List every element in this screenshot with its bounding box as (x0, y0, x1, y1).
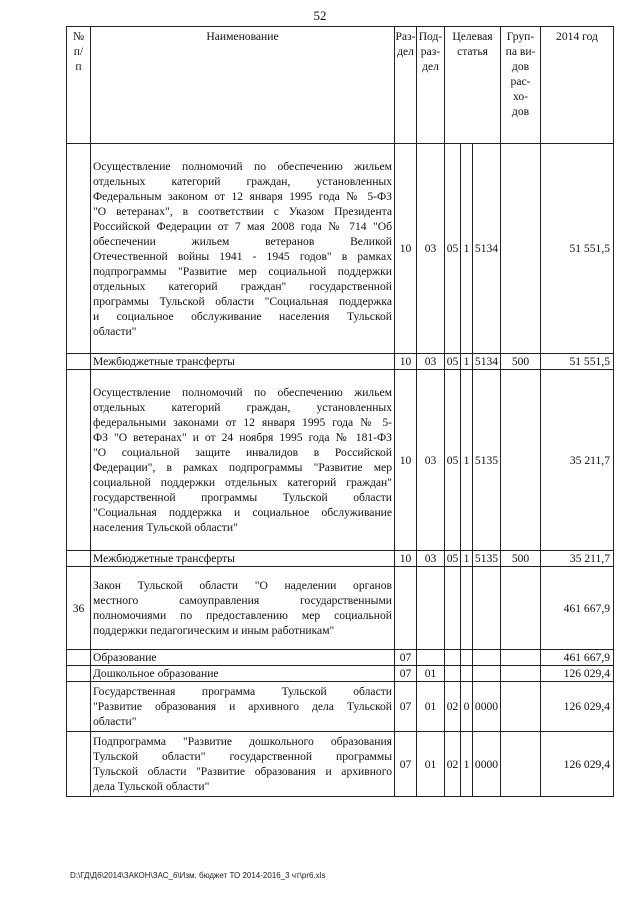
table-row (67, 354, 614, 370)
row-name: Дошкольное образование (91, 666, 395, 682)
row-name: Осуществление полномочий по обеспечению жильем отдельных категорий граждан, установленных федеральными законами от 12 января 1995 года № 5- ФЗ "О ветеранах" и от 24 ноября 1995 года № 181-ФЗ "О социальной защите инвалидов в Российской Федерации", в рамках подпрограммы "Развитие мер социальной поддержки отдельных категорий граждан" государственной программы Тульской области "Социальная поддержка и социальное обслуживание населения Тульской области" (91, 370, 395, 551)
row-expense-group: 500 (501, 551, 541, 567)
row-target-subprogram (461, 666, 473, 682)
row-target-direction: 5134 (473, 354, 501, 370)
row-section (395, 567, 417, 650)
row-section: 07 (395, 732, 417, 797)
row-num (67, 682, 91, 732)
row-amount: 35 211,7 (541, 370, 614, 551)
row-amount: 51 551,5 (541, 354, 614, 370)
row-target-program (445, 666, 461, 682)
row-subsection: 03 (417, 144, 445, 354)
row-target-subprogram: 0 (461, 682, 473, 732)
footer-file-path: D:\ГД\Д6\2014\ЗАКОН\ЗАС_6\Изм. бюджет ТО 2014-2016_3 чт\pr6.xls (70, 871, 326, 880)
row-section: 07 (395, 666, 417, 682)
row-amount: 461 667,9 (541, 567, 614, 650)
row-expense-group (501, 732, 541, 797)
row-target-program: 05 (445, 370, 461, 551)
row-target-subprogram: 1 (461, 551, 473, 567)
table-row (67, 567, 614, 650)
table-row (67, 732, 614, 797)
row-subsection: 03 (417, 354, 445, 370)
header-target: Целевая статья (445, 27, 501, 144)
row-amount: 461 667,9 (541, 650, 614, 666)
row-subsection: 01 (417, 732, 445, 797)
row-target-program: 05 (445, 354, 461, 370)
row-target-direction: 0000 (473, 732, 501, 797)
table-row (67, 551, 614, 567)
row-num (67, 144, 91, 354)
row-target-subprogram: 1 (461, 354, 473, 370)
row-expense-group (501, 650, 541, 666)
row-amount: 51 551,5 (541, 144, 614, 354)
row-num: 36 (67, 567, 91, 650)
row-target-direction (473, 650, 501, 666)
row-subsection (417, 650, 445, 666)
row-target-direction: 5135 (473, 551, 501, 567)
row-section: 10 (395, 354, 417, 370)
row-subsection: 03 (417, 370, 445, 551)
row-expense-group: 500 (501, 354, 541, 370)
row-name: Государственная программа Тульской области "Развитие образования и архивного дела Тульской области" (91, 682, 395, 732)
row-target-program (445, 567, 461, 650)
header-year: 2014 год (541, 27, 614, 144)
table-row (67, 682, 614, 732)
row-expense-group (501, 144, 541, 354)
row-subsection: 01 (417, 682, 445, 732)
row-target-program: 02 (445, 732, 461, 797)
row-expense-group (501, 370, 541, 551)
row-target-subprogram (461, 650, 473, 666)
row-subsection: 03 (417, 551, 445, 567)
row-subsection (417, 567, 445, 650)
row-section: 07 (395, 682, 417, 732)
row-amount: 126 029,4 (541, 682, 614, 732)
header-section: Раз- дел (395, 27, 417, 144)
page-number: 52 (313, 8, 327, 23)
row-target-subprogram (461, 567, 473, 650)
row-name: Образование (91, 650, 395, 666)
row-section: 10 (395, 551, 417, 567)
row-name: Осуществление полномочий по обеспечению жильем отдельных категорий граждан, установленных Федеральным законом от 12 января 1995 года № 5-ФЗ "О ветеранах", в соответствии с Указом Президента Российской Федерации от 7 мая 2008 года № 714 "Об обеспечении жильем ветеранов Великой Отечественной войны 1941 - 1945 годов" в рамках подпрограммы "Развитие мер социальной поддержки отдельных категорий граждан" государственной программы Тульской области "Социальная поддержка и социальное обслуживание населения Тульской области" (91, 144, 395, 354)
row-target-direction: 0000 (473, 682, 501, 732)
row-amount: 35 211,7 (541, 551, 614, 567)
row-expense-group (501, 682, 541, 732)
budget-table (66, 26, 614, 797)
table-row (67, 370, 614, 551)
row-target-direction (473, 567, 501, 650)
row-target-program: 05 (445, 144, 461, 354)
row-target-subprogram: 1 (461, 144, 473, 354)
header-name: Наименование (91, 27, 395, 144)
row-expense-group (501, 666, 541, 682)
row-target-program (445, 650, 461, 666)
row-name: Межбюджетные трансферты (91, 354, 395, 370)
row-num (67, 732, 91, 797)
row-target-program: 02 (445, 682, 461, 732)
header-subsection: Под- раз- дел (417, 27, 445, 144)
row-amount: 126 029,4 (541, 666, 614, 682)
table-row (67, 666, 614, 682)
row-target-subprogram: 1 (461, 732, 473, 797)
row-target-subprogram: 1 (461, 370, 473, 551)
row-section: 07 (395, 650, 417, 666)
row-num (67, 354, 91, 370)
row-target-program: 05 (445, 551, 461, 567)
row-num (67, 666, 91, 682)
table-header-row (67, 27, 614, 144)
table-row (67, 144, 614, 354)
row-name: Подпрограмма "Развитие дошкольного образования Тульской области" государственной программы Тульской области "Развитие образования и архивного дела Тульской области" (91, 732, 395, 797)
row-target-direction (473, 666, 501, 682)
row-target-direction: 5134 (473, 144, 501, 354)
row-name: Закон Тульской области "О наделении органов местного самоуправления государственными полномочиями по предоставлению мер социальной поддержки педагогическим и иным работникам" (91, 567, 395, 650)
row-num (67, 551, 91, 567)
row-name: Межбюджетные трансферты (91, 551, 395, 567)
row-expense-group (501, 567, 541, 650)
table-row (67, 650, 614, 666)
row-section: 10 (395, 370, 417, 551)
row-num (67, 650, 91, 666)
row-target-direction: 5135 (473, 370, 501, 551)
header-expense-group: Груп- па ви- дов рас- хо- дов (501, 27, 541, 144)
header-num: № п/ п (67, 27, 91, 144)
row-section: 10 (395, 144, 417, 354)
row-num (67, 370, 91, 551)
row-amount: 126 029,4 (541, 732, 614, 797)
row-subsection: 01 (417, 666, 445, 682)
